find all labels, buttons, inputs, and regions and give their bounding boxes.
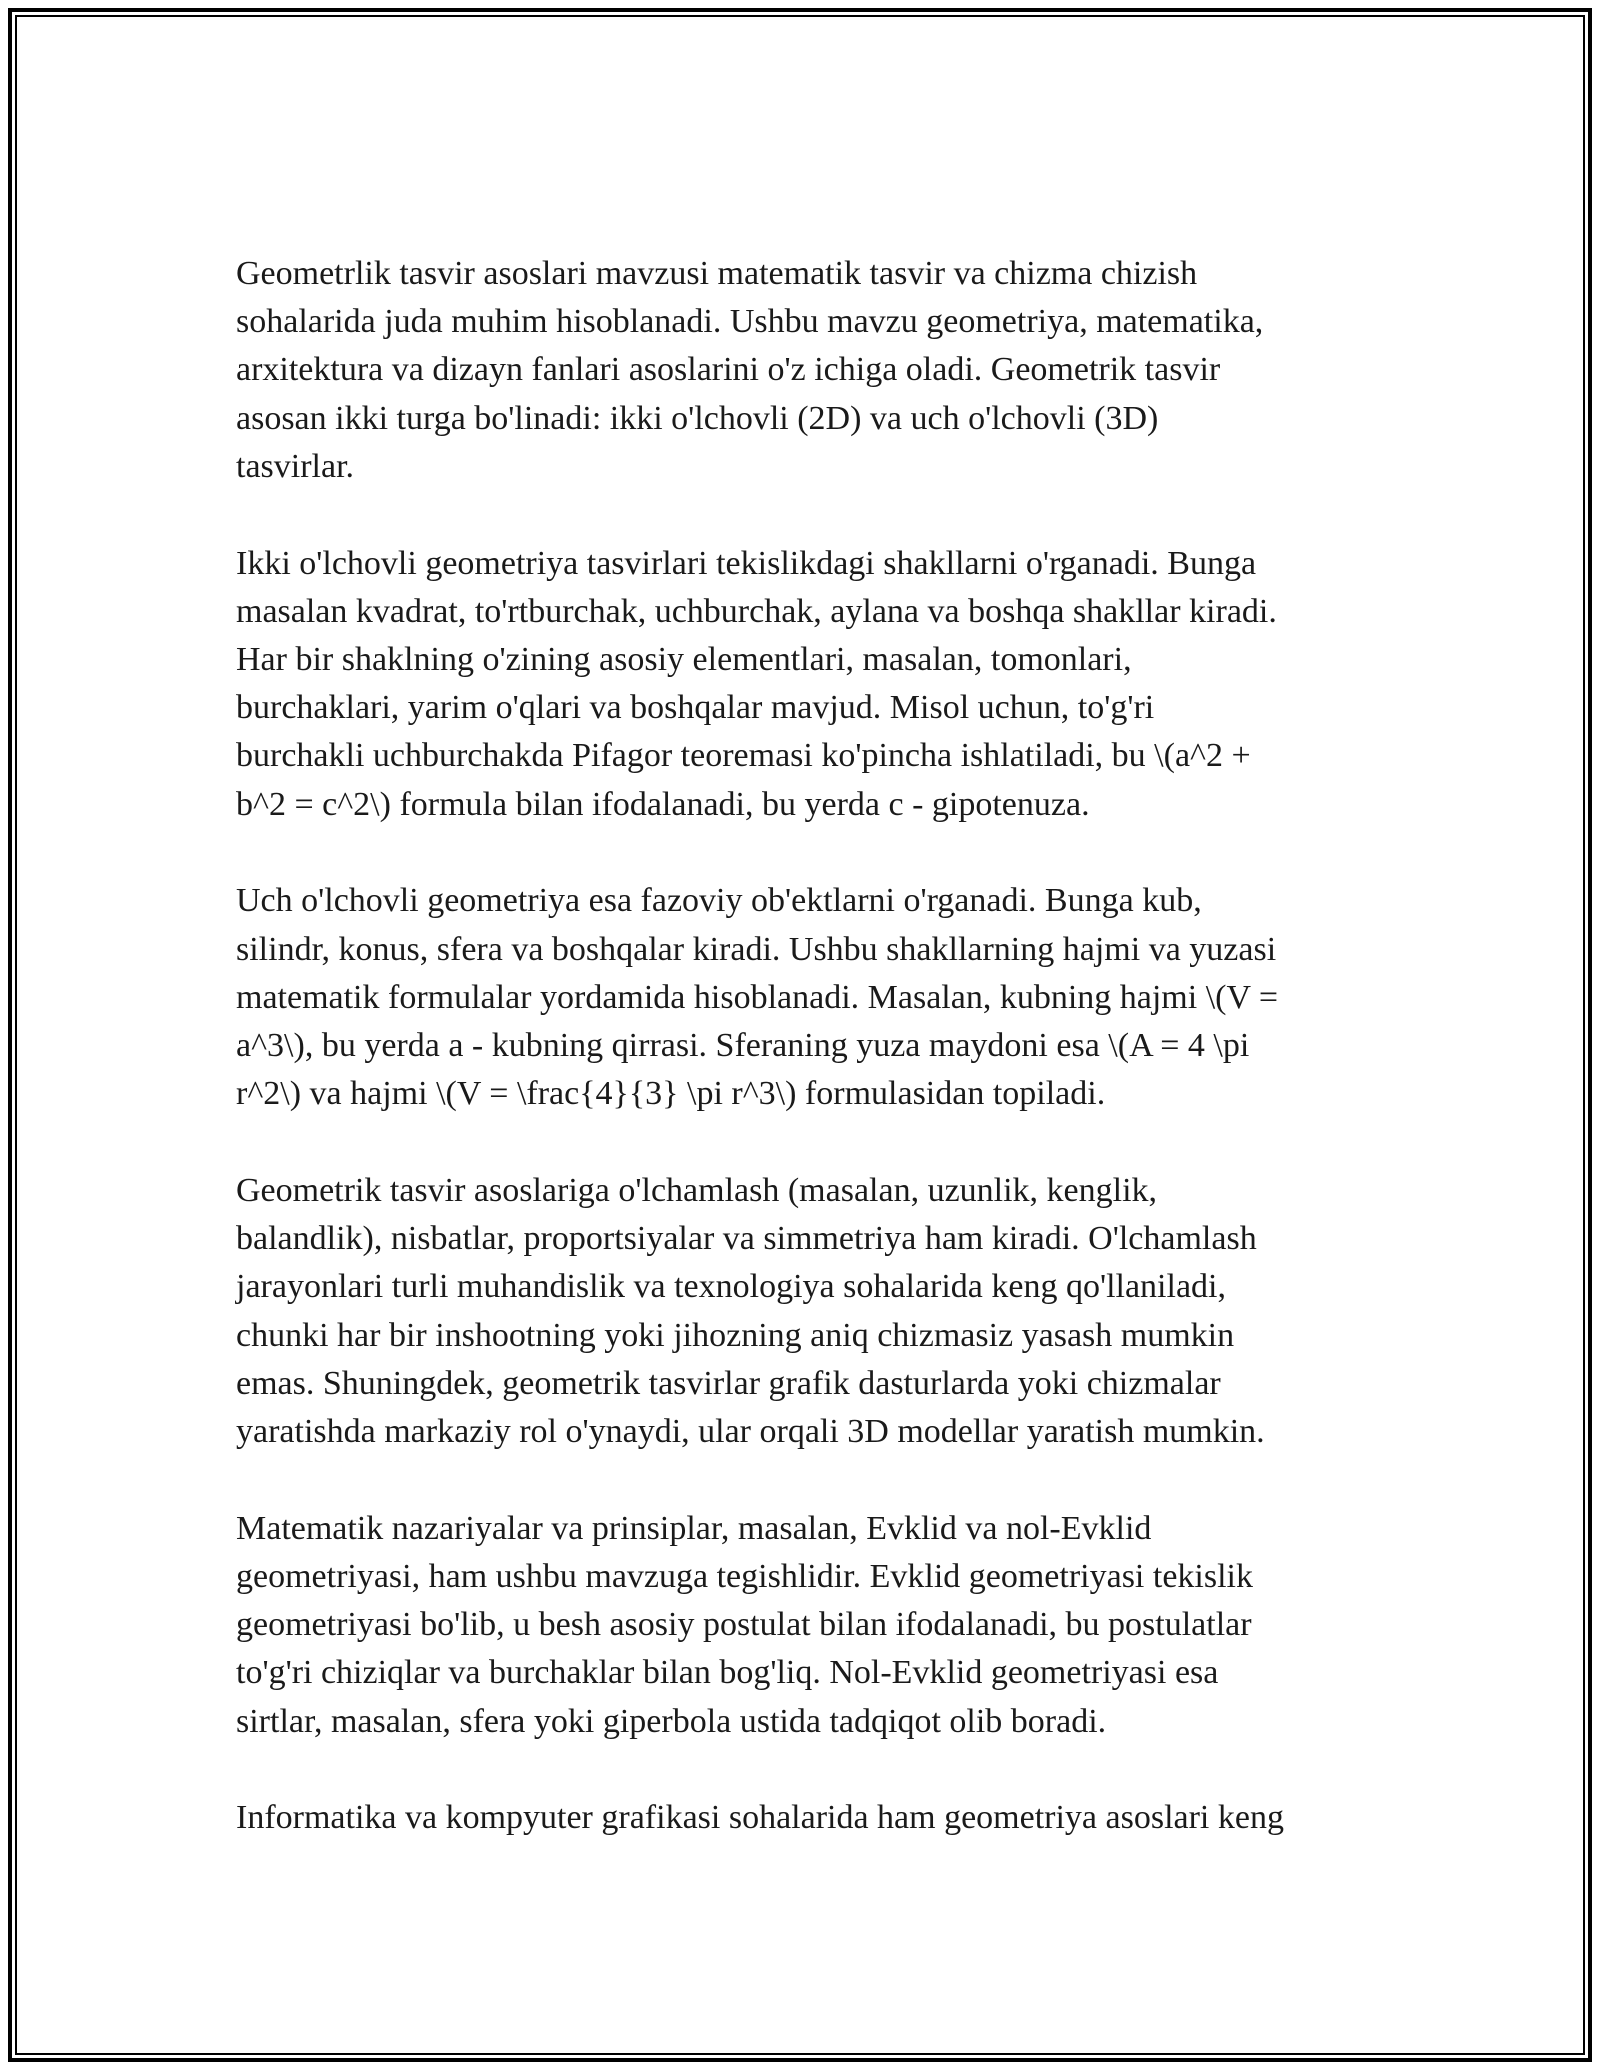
paragraph-3d-geometry: Uch o'lchovli geometriya esa fazoviy ob'ektlarni o'rganadi. Bunga kub, silindr, konus, sfera va boshqalar kiradi. Ushbu shakllarning hajmi va yuzasi matematik formulalar yordamida hisoblanadi. Masalan, kubning hajmi \(V = a^3\), bu yerda a - kubning qirrasi. Sferaning yuza maydoni esa \(A = 4 \pi r^2\) va hajmi \(V = \frac{4}{3} \pi r^3\) formulasidan topiladi. <box>236 882 1279 1113</box>
paragraph-2d-geometry: Ikki o'lchovli geometriya tasvirlari tekislikdagi shakllarni o'rganadi. Bunga masalan kvadrat, to'rtburchak, uchburchak, aylana va boshqa shakllar kiradi. Har bir shaklning o'zining asosiy elementlari, masalan, tomonlari, burchaklari, yarim o'qlari va boshqalar mavjud. Misol uchun, to'g'ri burchakli uchburchakda Pifagor teoremasi ko'pincha ishlatiladi, bu \(a^2 + b^2 = c^2\) formula bilan ifodalanadi, bu yerda c - gipotenuza. <box>236 544 1277 823</box>
document-body <box>236 250 1376 1891</box>
paragraph-intro: Geometrlik tasvir asoslari mavzusi matematik tasvir va chizma chizish sohalarida juda muhim hisoblanadi. Ushbu mavzu geometriya, matematika, arxitektura va dizayn fanlari asoslarini o'z ichiga oladi. Geometrik tasvir asosan ikki turga bo'linadi: ikki o'lchovli (2D) va uch o'lchovli (3D) tasvirlar. <box>236 255 1264 485</box>
paragraph-euclidean: Matematik nazariyalar va prinsiplar, masalan, Evklid va nol-Evklid geometriyasi, ham ushbu mavzuga tegishlidir. Evklid geometriyasi tekislik geometriyasi bo'lib, u besh asosiy postulat bilan ifodalanadi, bu postulatlar to'g'ri chiziqlar va burchaklar bilan bog'liq. Nol-Evklid geometriyasi esa sirtlar, masalan, sfera yoki giperbola ustida tadqiqot olib boradi. <box>236 1509 1253 1740</box>
paragraph-measurement: Geometrik tasvir asoslariga o'lchamlash (masalan, uzunlik, kenglik, balandlik), nisbatlar, proportsiyalar va simmetriya ham kiradi. O'lchamlash jarayonlari turli muhandislik va texnologiya sohalarida keng qo'llaniladi, chunki har bir inshootning yoki jihozning aniq chizmasiz yasash mumkin emas. Shuningdek, geometrik tasvirlar grafik dasturlarda yoki chizmalar yaratishda markaziy rol o'ynaydi, ular orqali 3D modellar yaratish mumkin. <box>236 1172 1265 1451</box>
paragraph-informatics: Informatika va kompyuter grafikasi sohalarida ham geometriya asoslari keng <box>236 1799 1284 1837</box>
